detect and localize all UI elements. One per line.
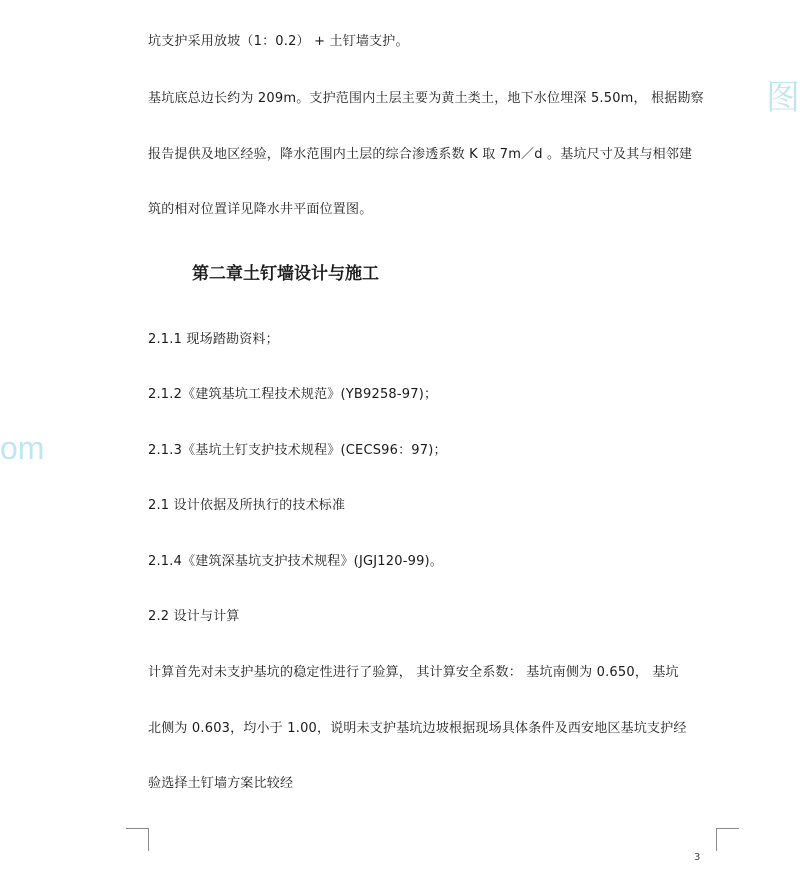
- paragraph-line: 报告提供及地区经验，降水范围内土层的综合渗透系数 K 取 7m／d 。基坑尺寸及其与相邻建: [148, 147, 693, 162]
- reference-item: 2.1.2《建筑基坑工程技术规范》(YB9258-97)；: [148, 387, 438, 402]
- chapter-heading: 第二章土钉墙设计与施工: [192, 264, 379, 284]
- watermark-right: 图: [766, 79, 800, 117]
- crop-mark-right: [716, 828, 739, 851]
- reference-item: 2.1.3《基坑土钉支护技术规程》(CECS96：97)；: [148, 443, 447, 458]
- section-heading: 2.1 设计依据及所执行的技术标准: [148, 498, 346, 513]
- paragraph-line: 计算首先对未支护基坑的稳定性进行了验算， 其计算安全系数： 基坑南侧为 0.650， 基坑: [148, 665, 679, 680]
- crop-mark-left: [126, 828, 149, 851]
- section-heading: 2.2 设计与计算: [148, 609, 240, 624]
- page-number: 3: [694, 852, 701, 863]
- watermark-left: om: [0, 430, 45, 466]
- paragraph-line: 验选择土钉墙方案比较经: [148, 776, 294, 791]
- paragraph-line: 北侧为 0.603，均小于 1.00，说明未支护基坑边坡根据现场具体条件及西安地区基坑支护经: [148, 721, 687, 736]
- paragraph-line: 基坑底总边长约为 209m。支护范围内土层主要为黄土类土，地下水位埋深 5.50m， 根据勘察: [148, 91, 704, 106]
- paragraph-line: 筑的相对位置详见降水井平面位置图。: [148, 202, 373, 217]
- reference-item: 2.1.1 现场踏勘资料；: [148, 332, 279, 347]
- paragraph-line: 坑支护采用放坡（1：0.2） + 土钉墙支护。: [148, 34, 409, 49]
- reference-item: 2.1.4《建筑深基坑支护技术规程》(JGJ120-99)。: [148, 554, 444, 569]
